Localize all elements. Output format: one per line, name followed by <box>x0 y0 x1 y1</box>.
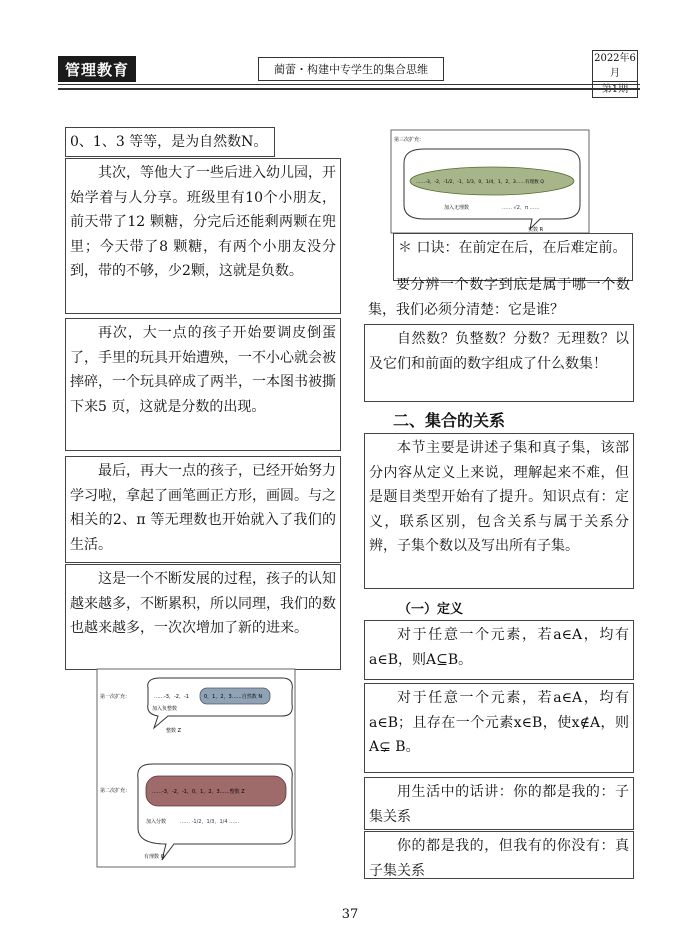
journal-logo: 管理教育 <box>58 56 136 82</box>
definition-proper-subset: 对于任意一个元素，若a∈A，均有a∈B；且存在一个元素x∈B，使x∉A，则A⊊ B。 <box>364 683 634 773</box>
paragraph-proper-subset-analogy: 你的都是我的，但我有的你没有：真子集关系 <box>364 831 634 879</box>
issue-number: 第1期 <box>592 81 638 98</box>
paragraph-subset-intro: 本节主要是讲述子集和真子集，该部分内容从定义上来说，理解起来不难，但是题目类型开始有了提升。知识点有：定义，联系区别，包含关系与属于关系分辨，子集个数以及写出所有子集。 <box>364 433 634 589</box>
issue-year-month: 2022年6月 <box>592 50 638 81</box>
extension2-addition: 加入分数 <box>146 819 167 825</box>
running-title: 蔺蕾・构建中专学生的集合思维 <box>258 57 444 81</box>
extension1-sequence-a: ……-3，-2，-1 <box>154 694 189 700</box>
extension3-irrationals: …… √2，π …… <box>502 205 540 211</box>
extension3-result: 实数 R <box>528 227 544 233</box>
section-title: 二、集合的关系 <box>393 411 506 430</box>
paragraph-irrational: 最后，再大一点的孩子，已经开始努力学习啦，拿起了画笔画正方形，画圆。与之相关的2、π 等无理数也开始就入了我们的生活。 <box>65 456 341 563</box>
real-number-extension-diagram <box>390 129 590 234</box>
paragraph-fractions: 再次，大一点的孩子开始要调皮倒蛋了，手里的玩具开始遭殃，一不小心就会被摔碎，一个玩具碎成了两半，一本图书被撕下来5 页，这就是分数的出现。 <box>65 318 341 451</box>
definition-subset: 对于任意一个元素，若a∈A，均有a∈B，则A⊆B。 <box>364 620 634 680</box>
page-number: 37 <box>341 907 359 922</box>
header-rule <box>58 84 640 85</box>
issue-date <box>592 50 638 98</box>
extension2-label: 第二次扩充： <box>100 788 131 794</box>
extension2-result: 有理数 Q <box>144 854 165 860</box>
paragraph-subset-analogy: 用生活中的话讲：你的都是我的：子集关系 <box>364 777 634 830</box>
paragraph-negative-numbers: 其次，等他大了一些后进入幼儿园，开始学着与人分享。班级里有10个小朋友，前天带了12 颗糖，分完后还能剩两颗在兜里；今天带了8 颗糖，有两个小朋友没分到，带的不够，少2颗，这就是负数。 <box>65 158 341 314</box>
extension3-sequence: ……-3，-2，-1/2，-1，1/3，0，1/4，1，2，3……有理数 Q <box>416 180 544 185</box>
paragraph-natural-numbers: 0、1、3 等等，是为自然数N。 <box>65 127 275 157</box>
paragraph-identify-set: 要分辨一个数字到底是属于哪一个数集，我们必须分清楚：它是谁？ <box>368 277 630 318</box>
header-rule-thick <box>58 88 640 90</box>
extension1-sequence-b: 0，1，2，3……自然数 N <box>204 694 263 700</box>
mnemonic-tip: ＊ 口诀：在前定在后，在后难定前。 <box>393 233 633 281</box>
extension2-sequence: ……-3，-2，-1，0，1，2，3……整数 Z <box>152 789 245 795</box>
extension3-addition: 加入无理数 <box>444 205 470 211</box>
paragraph-number-types: 自然数？负整数？分数？无理数？以及它们和前面的数字组成了什么数集！ <box>364 324 634 402</box>
extension2-fractions: …… -1/2，1/3，1/4 …… <box>180 819 240 825</box>
paragraph-development: 这是一个不断发展的过程，孩子的认知越来越多，不断累积，所以同理，我们的数也越来越多，一次次增加了新的进来。 <box>65 564 341 670</box>
extension1-addition: 加入负整数 <box>152 706 178 712</box>
subsection-title: （一）定义 <box>398 602 464 617</box>
number-extension-diagram <box>96 668 296 868</box>
extension3-label: 第三次扩充： <box>394 137 425 143</box>
extension1-result: 整数 Z <box>166 728 182 734</box>
extension1-label: 第一次扩充： <box>100 694 131 700</box>
